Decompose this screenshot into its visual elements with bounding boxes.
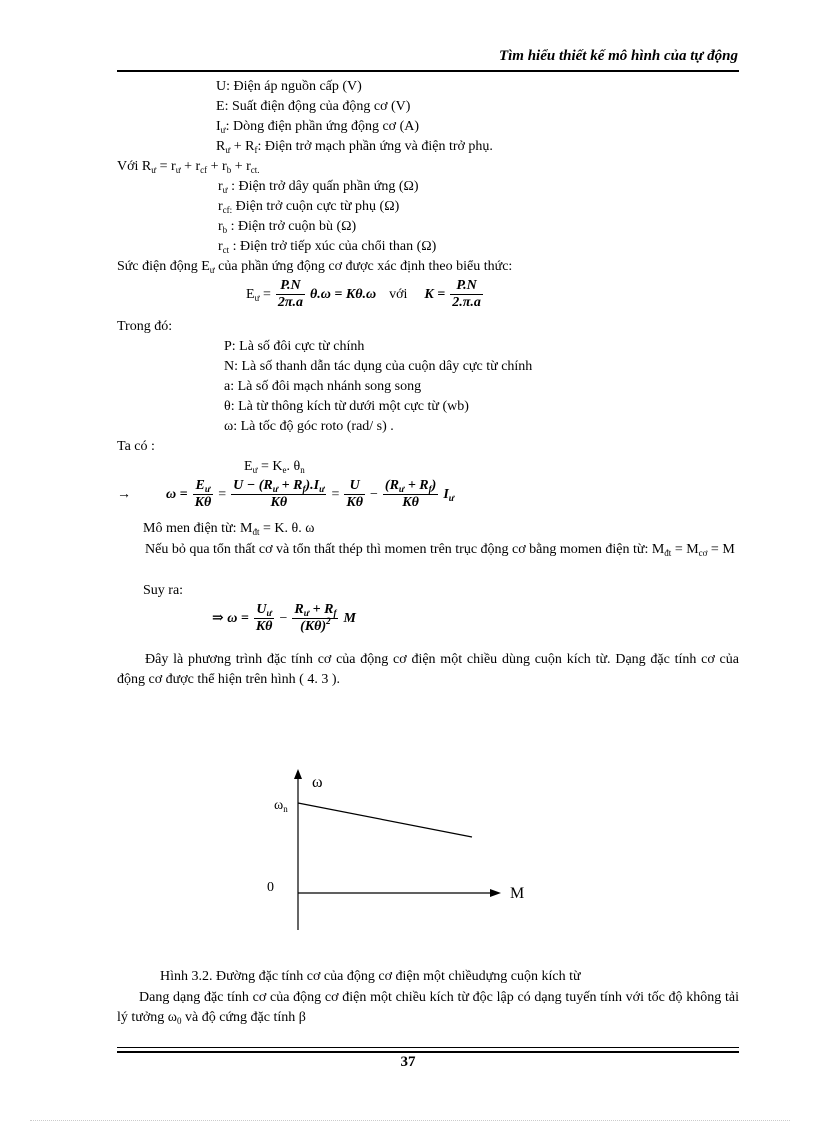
x-axis-arrow-icon	[490, 889, 501, 897]
def-rb: $r_b$ : Điện trở cuộn bù (Ω)	[218, 219, 357, 235]
def-n: N: Là số thanh dẫn tác dụng của cuộn dây cực từ chính	[224, 359, 533, 374]
def-a: a: Là số đôi mạch nhánh song song	[224, 379, 422, 394]
def-ru: $r_ư$ : Điện trở dây quấn phần ứng (Ω)	[218, 179, 419, 195]
origin-label: 0	[267, 880, 274, 895]
figure-caption: Hình 3.2. Đường đặc tính cơ của động cơ điện một chiềudựng cuộn kích từ	[160, 969, 581, 984]
paragraph-momen: Nếu bỏ qua tổn thất cơ và tổn thất thép thì momen trên trục động cơ bằng momen điện từ: $M_{đt} = M_{cơ} = M$	[145, 542, 735, 558]
equation-omega: → ω = $\frac{E_ư}{K\theta}$ = $\frac{U - (R_ư + R_f).I_ư}{K\theta}$ = $\frac{U}{K\theta}$ − $\frac{(R_ư + R_f)}{K\theta}$ $I_ư$	[117, 478, 455, 510]
equation-eu: $E_ư = K_e$. $\theta_n$	[244, 459, 305, 475]
voi-line: Với $R_ư = r_ư + r_{cf} + r_b + r_{ct.}$	[117, 159, 260, 175]
momen-line: Mô men điện từ: $M_{đt} = K$. θ. ω	[143, 521, 315, 537]
y-axis-label: ω	[312, 774, 323, 791]
equation-emf: $E_ư$ = $\frac{P.N}{2\pi.a}$ θ.ω = Kθ.ω với K = $\frac{P.N}{2.\pi.a}$	[246, 278, 481, 310]
header-rule	[117, 70, 739, 72]
trong-do: Trong đó:	[117, 319, 173, 334]
equation-characteristic: ⇒ ω = $\frac{U_ư}{K\theta}$ − $\frac{R_ư + R_f}{(K\theta)^2}$ M	[212, 602, 356, 634]
suc-dien-dong-line: Sức điện động $E_ư$ của phần ứng động cơ được xác định theo biểu thức:	[117, 259, 513, 275]
omega-n-label: $\omega_n$	[274, 798, 288, 814]
def-p: P: Là số đôi cực từ chính	[224, 339, 365, 354]
def-e: E: Suất điện động của động cơ (V)	[216, 99, 411, 114]
page-header-title: Tìm hiểu thiết kế mô hình của tự động	[498, 48, 738, 64]
y-axis-arrow-icon	[294, 769, 302, 779]
def-theta: θ: Là từ thông kích từ dưới một cực từ (wb)	[224, 399, 469, 414]
def-rct: $r_{ct}$ : Điện trở tiếp xúc của chổi than (Ω)	[218, 239, 437, 255]
ta-co: Ta có :	[117, 439, 155, 454]
page-bottom-dotted-line	[30, 1120, 790, 1121]
paragraph-characteristic: Đây là phương trình đặc tính cơ của động cơ điện một chiều dùng cuộn kích từ. Dạng đặc tính cơ của động cơ được thể hiện trên hình ( 4. 3 ).	[117, 652, 739, 687]
def-i: $I_ư$: Dòng điện phần ứng động cơ (A)	[216, 119, 420, 135]
suy-ra: Suy ra:	[143, 583, 184, 598]
x-axis-label: M	[510, 885, 525, 902]
page-number: 37	[400, 1054, 416, 1070]
def-omega: ω: Là tốc độ góc roto (rad/ s) .	[224, 419, 394, 434]
footer-rule-thin	[117, 1047, 739, 1048]
footer-rule-thick	[117, 1051, 739, 1053]
def-rcf: $r_{cf:}$ Điện trở cuộn cực từ phụ (Ω)	[218, 199, 400, 215]
characteristic-line	[298, 803, 472, 837]
characteristic-graph	[260, 765, 540, 940]
def-r: $R_ư + R_f$: Điện trở mạch phần ứng và điện trở phụ.	[216, 139, 493, 155]
paragraph-linear: Dang dạng đặc tính cơ của động cơ điện một chiều kích từ độc lập có dạng tuyến tính với tốc độ không tải lý tưởng $\omega_0$ và độ cứng đặc tính β	[117, 990, 739, 1026]
def-u: U: Điện áp nguồn cấp (V)	[216, 79, 362, 94]
